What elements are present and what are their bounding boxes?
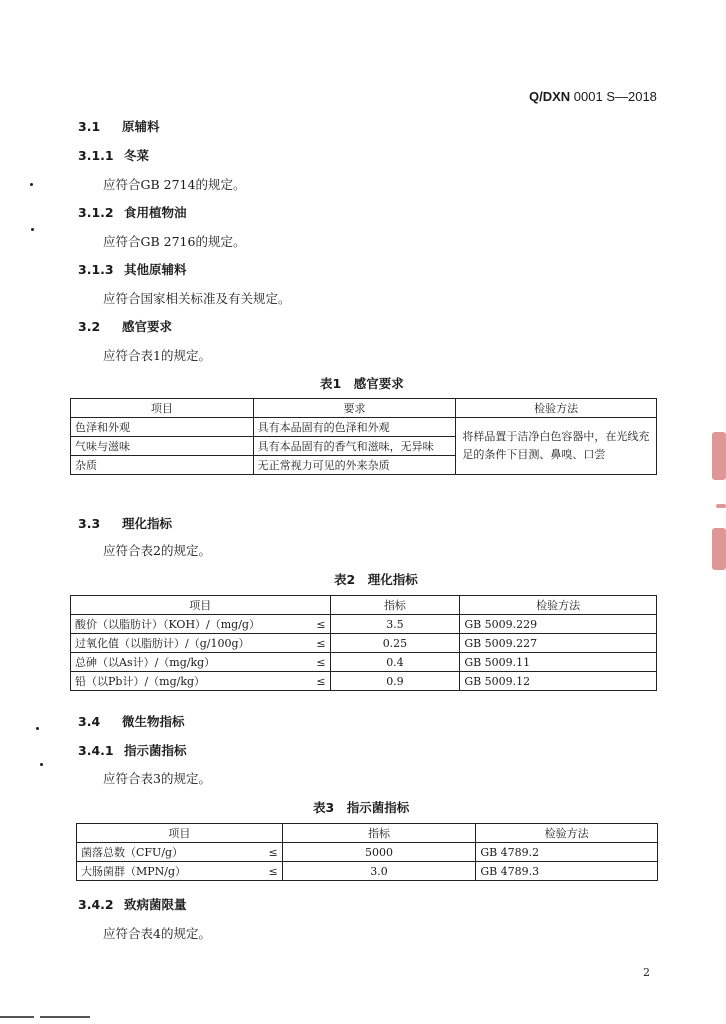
heading-3-1-3: 3.1.3 其他原辅料 (78, 262, 187, 277)
table-cell: GB 4789.3 (476, 862, 658, 881)
table-cell-method (456, 418, 657, 475)
table-cell: GB 5009.229 (460, 615, 657, 634)
table-cell: 总砷（以As计）/（mg/kg） (71, 653, 301, 672)
table1-caption: 表1 感官要求 (320, 376, 404, 391)
table-cell-symbol: ≤ (300, 615, 330, 634)
heading-3-1: 3.1 原辅料 (78, 119, 160, 134)
page-number: 2 (643, 966, 650, 979)
method-text: 将样品置于洁净白色容器中，在光线充足的条件下目测、鼻嗅、口尝 (462, 430, 650, 461)
table-cell: 过氧化值（以脂肪计）/（g/100g） (71, 634, 301, 653)
table3-caption: 表3 指示菌指标 (313, 800, 410, 815)
table-header-row (71, 596, 657, 615)
seal-fragment (716, 504, 726, 508)
table-cell: GB 5009.227 (460, 634, 657, 653)
table-cell-symbol: ≤ (300, 672, 330, 691)
table-cell: 无正常视力可见的外来杂质 (253, 456, 456, 475)
scan-speck (30, 183, 33, 186)
table-row (77, 862, 658, 881)
table-cell: 0.25 (330, 634, 460, 653)
column-header: 要求 (253, 399, 456, 418)
heading-3-4-1: 3.4.1 指示菌指标 (78, 743, 187, 758)
heading-3-3: 3.3 理化指标 (78, 516, 173, 531)
seal-fragment (712, 432, 726, 480)
table-cell-symbol: ≤ (254, 843, 282, 862)
scan-speck (36, 727, 39, 730)
paragraph-3-1-1: 应符合GB 2714的规定。 (103, 177, 246, 192)
table-cell: 3.5 (330, 615, 460, 634)
table-row (71, 615, 657, 634)
column-header: 指标 (330, 596, 460, 615)
footer-line (0, 1016, 34, 1018)
heading-3-1-1: 3.1.1 冬菜 (78, 148, 150, 163)
table-cell: 3.0 (282, 862, 476, 881)
column-header: 指标 (282, 824, 476, 843)
column-header: 检验方法 (460, 596, 657, 615)
table-cell: 具有本品固有的香气和滋味，无异味 (253, 437, 456, 456)
table-cell: 气味与滋味 (71, 437, 254, 456)
table-cell: 大肠菌群（MPN/g） (77, 862, 255, 881)
table-sensory (70, 398, 657, 475)
column-header: 项目 (77, 824, 283, 843)
column-header: 检验方法 (456, 399, 657, 418)
table-cell-symbol: ≤ (300, 634, 330, 653)
table-cell: GB 4789.2 (476, 843, 658, 862)
table-cell: GB 5009.11 (460, 653, 657, 672)
table-physicochemical (70, 595, 657, 691)
table-cell: 5000 (282, 843, 476, 862)
scan-speck (40, 763, 43, 766)
table2-caption: 表2 理化指标 (334, 572, 418, 587)
document-code: Q/DXN 0001 S—2018 (529, 89, 657, 104)
paragraph-3-2: 应符合表1的规定。 (103, 348, 211, 363)
table-row (71, 418, 657, 437)
table-cell: 菌落总数（CFU/g） (77, 843, 255, 862)
table-cell: 具有本品固有的色泽和外观 (253, 418, 456, 437)
table-cell: 铅（以Pb计）/（mg/kg） (71, 672, 301, 691)
seal-fragment (712, 528, 726, 570)
column-header: 项目 (71, 596, 331, 615)
table-row (71, 672, 657, 691)
heading-3-4: 3.4 微生物指标 (78, 714, 185, 729)
heading-3-4-2: 3.4.2 致病菌限量 (78, 897, 187, 912)
column-header: 检验方法 (476, 824, 658, 843)
table-cell: 色泽和外观 (71, 418, 254, 437)
table-row (77, 843, 658, 862)
table-cell: GB 5009.12 (460, 672, 657, 691)
paragraph-3-3: 应符合表2的规定。 (103, 543, 211, 558)
heading-3-2: 3.2 感官要求 (78, 319, 173, 334)
paragraph-3-1-2: 应符合GB 2716的规定。 (103, 234, 246, 249)
table-row (71, 653, 657, 672)
heading-3-1-2: 3.1.2 食用植物油 (78, 205, 187, 220)
paragraph-3-4-2: 应符合表4的规定。 (103, 926, 211, 941)
paragraph-3-4-1: 应符合表3的规定。 (103, 771, 211, 786)
scan-speck (31, 228, 34, 231)
footer-line (40, 1016, 90, 1018)
table-cell-symbol: ≤ (254, 862, 282, 881)
table-cell: 0.9 (330, 672, 460, 691)
table-cell: 酸价（以脂肪计）（KOH）/（mg/g） (71, 615, 301, 634)
table-header-row (77, 824, 658, 843)
column-header: 项目 (71, 399, 254, 418)
paragraph-3-1-3: 应符合国家相关标准及有关规定。 (103, 291, 291, 306)
table-indicator-bacteria (76, 823, 658, 881)
table-cell-symbol: ≤ (300, 653, 330, 672)
table-cell: 杂质 (71, 456, 254, 475)
table-row (71, 634, 657, 653)
table-header-row (71, 399, 657, 418)
table-cell: 0.4 (330, 653, 460, 672)
